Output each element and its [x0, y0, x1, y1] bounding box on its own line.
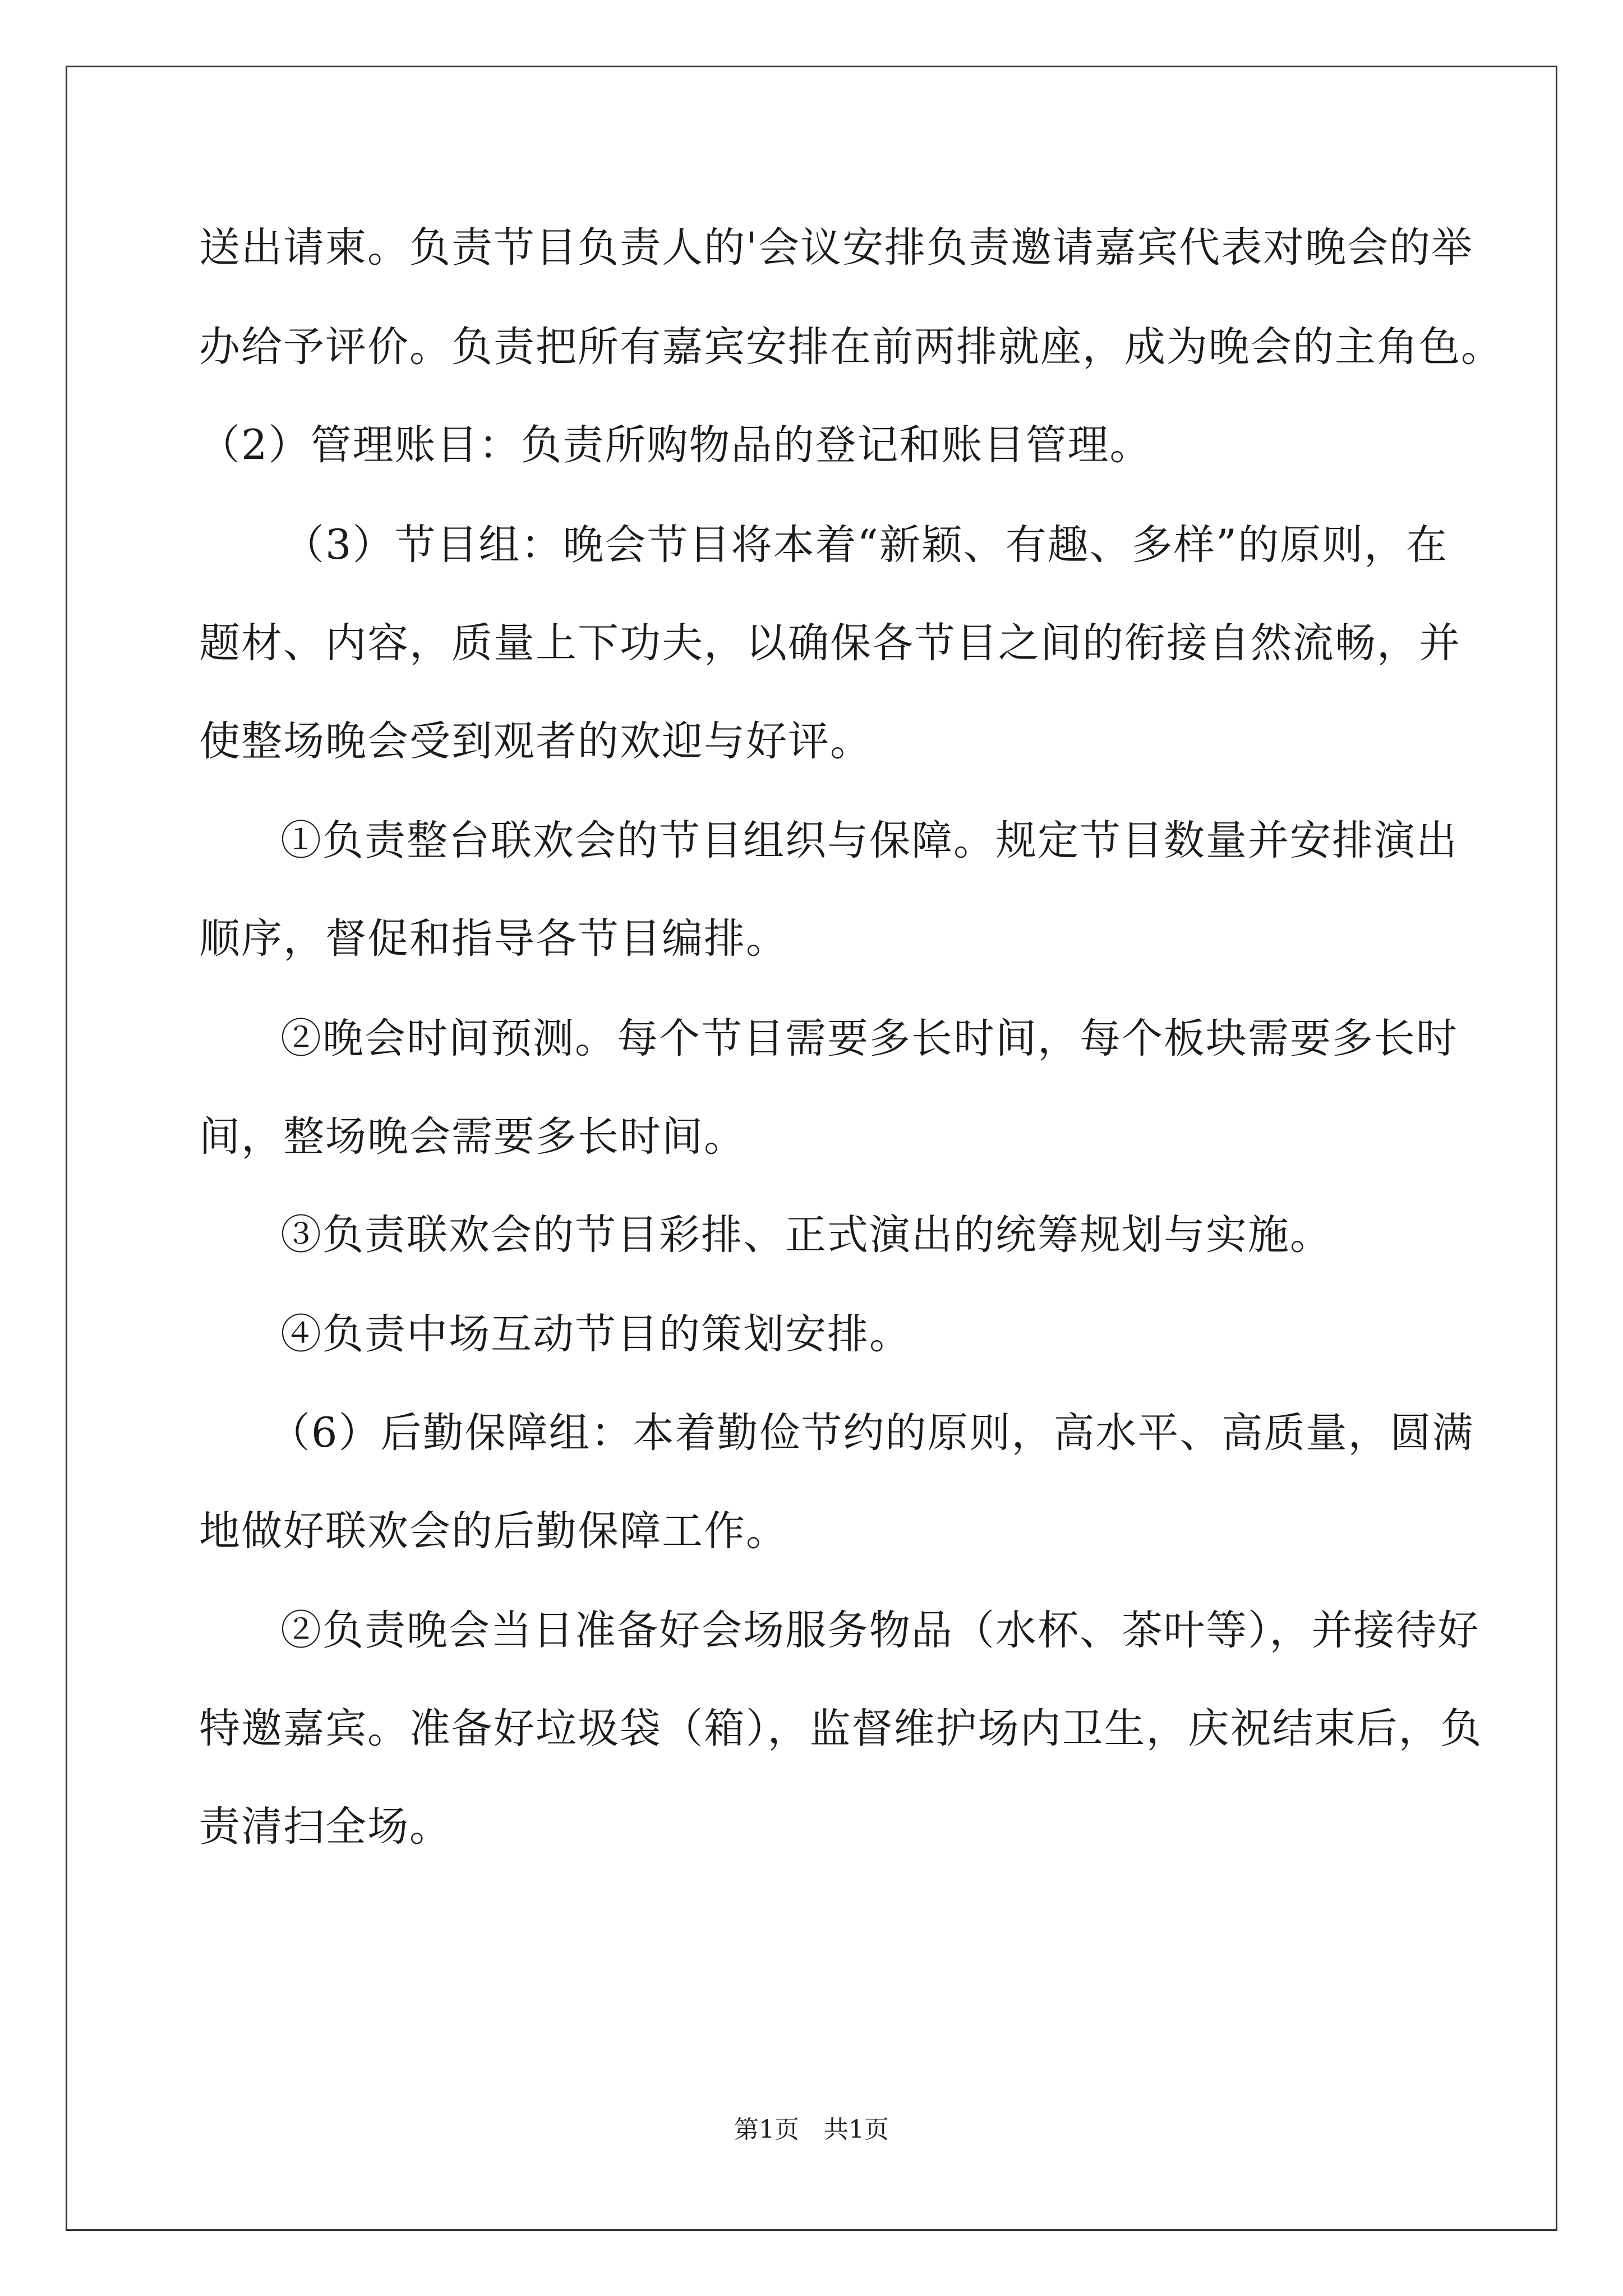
body-line-10: 间，整场晚会需要多长时间。 — [199, 1113, 746, 1161]
body-line-8: 顺序，督促和指导各节目编排。 — [199, 915, 788, 963]
body-line-16: 特邀嘉宾。准备好垃圾袋（箱），监督维护场内卫生，庆祝结束后，负 — [199, 1705, 1483, 1752]
body-line-1: 送出请柬。负责节目负责人的'会议安排负责邀请嘉宾代表对晚会的举 — [199, 224, 1474, 272]
body-line-9: ②晚会时间预测。每个节目需要多长时间，每个板块需要多长时 — [280, 1015, 1458, 1062]
body-line-14: 地做好联欢会的后勤保障工作。 — [199, 1507, 788, 1555]
body-line-17: 责清扫全场。 — [199, 1803, 451, 1851]
body-line-6: 使整场晚会受到观者的欢迎与好评。 — [199, 717, 872, 765]
body-line-3: （2）管理账目：负责所购物品的登记和账目管理。 — [199, 421, 1152, 469]
body-line-15: ②负责晚会当日准备好会场服务物品（水杯、茶叶等），并接待好 — [280, 1607, 1480, 1654]
page-number-footer: 第1页 共1页 — [734, 2115, 889, 2144]
body-line-13: （6）后勤保障组：本着勤俭节约的原则，高水平、高质量，圆满 — [269, 1409, 1474, 1457]
body-line-12: ④负责中场互动节目的策划安排。 — [280, 1310, 911, 1358]
body-line-5: 题材、内容，质量上下功夫，以确保各节目之间的衔接自然流畅，并 — [199, 619, 1461, 667]
body-line-11: ③负责联欢会的节目彩排、正式演出的统筹规划与实施。 — [280, 1211, 1332, 1259]
body-line-2: 办给予评价。负责把所有嘉宾安排在前两排就座，成为晚会的主角色。 — [199, 323, 1503, 371]
body-line-4: （3）节目组：晚会节目将本着“新颖、有趣、多样”的原则，在 — [283, 521, 1449, 569]
body-line-7: ①负责整台联欢会的节目组织与保障。规定节目数量并安排演出 — [280, 817, 1458, 864]
